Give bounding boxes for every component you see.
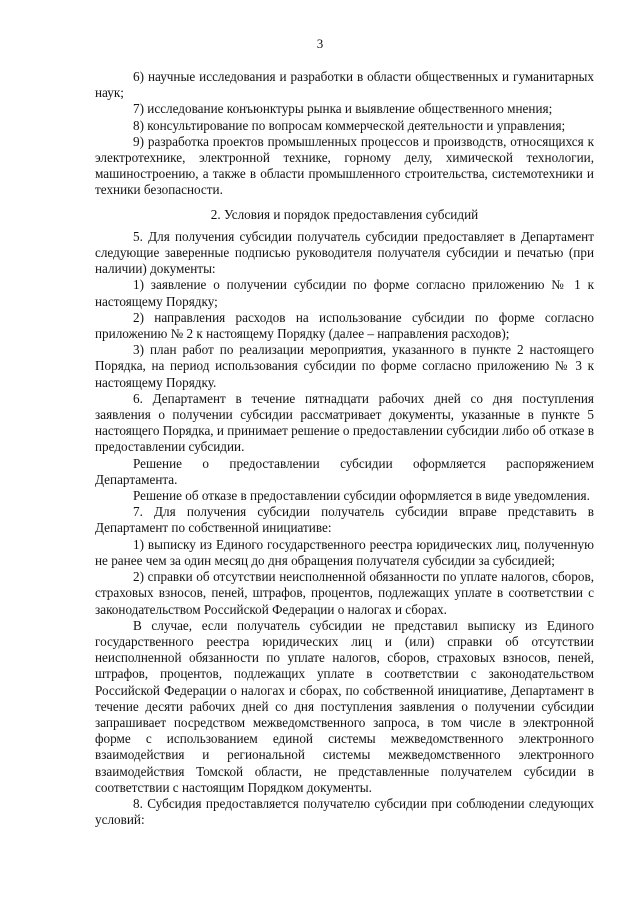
paragraph-decision-grant: Решение о предоставлении субсидии оформляется распоряжением Департамента. — [95, 455, 594, 487]
document-body — [95, 69, 594, 828]
paragraph-interagency-request: В случае, если получатель субсидии не представил выписку из Единого государственного реестра юридических лиц и (или) справки об отсутствии неисполненной обязанности по уплате налогов, сборов, страховых взносов, пеней, штрафов, процентов, подлежащих уплате в соответствии с законодательством Российской Федерации о налогах и сборах, по собственной инициативе, Департамент в течение десяти рабочих дней со дня поступления заявления о получении субсидии запрашивает посредством межведомственного запроса, в том числе в электронной форме с использованием единой системы межведомственного электронного взаимодействия и региональной системы межведомственного электронного взаимодействия Томской области, не представленные получателем субсидии в соответствии с настоящим Порядком документы. — [95, 617, 594, 795]
section-heading: 2. Условия и порядок предоставления субсидий — [210, 206, 479, 222]
paragraph-item-6: 6) научные исследования и разработки в области общественных и гуманитарных наук; — [95, 69, 594, 101]
paragraph-item-9: 9) разработка проектов промышленных процессов и производств, относящихся к электротехнике, электронной технике, горному делу, химической технологии, машиностроению, а также в области промышленного строительства, системотехники и техники безопасности. — [95, 133, 594, 198]
paragraph-clause-5: 5. Для получения субсидии получатель субсидии предоставляет в Департамент следующие заверенные подписью руководителя получателя субсидии и печатью (при наличии) документы: — [95, 228, 594, 277]
paragraph-clause-7-item-2: 2) справки об отсутствии неисполненной обязанности по уплате налогов, сборов, страховых взносов, пеней, штрафов, процентов, подлежащих уплате в соответствии с законодательством Российской Федерации о налогах и сборах. — [95, 569, 594, 617]
page-number: 3 — [316, 36, 324, 51]
paragraph-clause-5-item-3: 3) план работ по реализации мероприятия, указанного в пункте 2 настоящего Порядка, на период использования субсидии по форме согласно приложению № 3 к настоящему Порядку. — [95, 342, 594, 390]
paragraph-clause-7-item-1: 1) выписку из Единого государственного реестра юридических лиц, полученную не ранее чем за один месяц до дня обращения получателя субсидии за субсидией; — [95, 536, 594, 568]
paragraph-clause-8: 8. Субсидия предоставляется получателю субсидии при соблюдении следующих условий: — [95, 795, 594, 828]
paragraph-item-7: 7) исследование конъюнктуры рынка и выявление общественного мнения; — [133, 101, 553, 117]
paragraph-clause-5-item-1: 1) заявление о получении субсидии по форме согласно приложению № 1 к настоящему Порядку; — [95, 277, 594, 309]
paragraph-clause-5-item-2: 2) направления расходов на использование субсидии по форме согласно приложению № 2 к настоящему Порядку (далее – направления расходов); — [95, 309, 594, 342]
paragraph-item-8: 8) консультирование по вопросам коммерческой деятельности и управления; — [133, 117, 566, 133]
paragraph-clause-7: 7. Для получения субсидии получатель субсидии вправе представить в Департамент по собственной инициативе: — [95, 504, 594, 536]
paragraph-decision-refusal: Решение об отказе в предоставлении субсидии оформляется в виде уведомления. — [133, 488, 590, 504]
paragraph-clause-6: 6. Департамент в течение пятнадцати рабочих дней со дня поступления заявления о получении субсидии рассматривает документы, указанные в пункте 5 настоящего Порядка, и принимает решение о предоставлении субсидии либо об отказе в предоставлении субсидии. — [95, 390, 594, 455]
